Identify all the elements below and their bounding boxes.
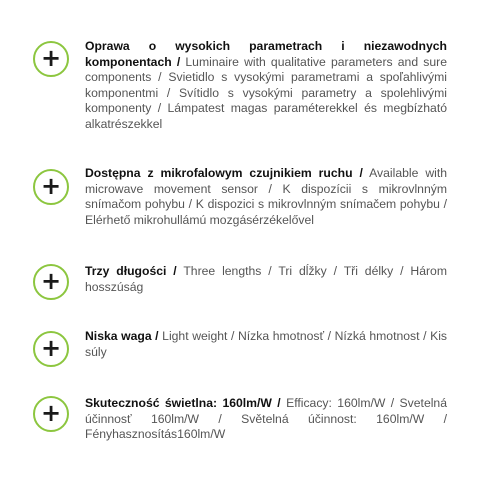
feature-title: Dostępna z mikrofalowym czujnikiem ruchu / [85,166,363,180]
plus-badge [33,169,69,205]
feature-text [85,264,447,295]
feature-title: Skuteczność świetlna: 160lm/W / [85,396,281,410]
feature-title: Oprawa o wysokich parametrach i niezawodnych komponentach / [85,39,447,69]
feature-translations: Efficacy: 160lm/W / Svetelná účinnosť 160lm/W / Světelná účinnost: 160lm/W / Fényhasznosítás160lm/W [85,396,447,442]
plus-icon: + [40,334,62,362]
plus-icon: + [40,267,62,295]
plus-icon: + [40,399,62,427]
feature-translations: Luminaire with qualitative parameters and sure components / Svietidlo s vysokými parametrami a spoľahlivými komponentmi / Svítidlo s vysokými parametry a spolehlivými komponenty / Lámpatest magas paraméterekkel és megbízható alkatrészekkel [85,54,447,131]
plus-badge [33,396,69,432]
feature-text [85,166,447,228]
feature-text [85,396,447,443]
plus-badge [33,331,69,367]
plus-badge [33,41,69,77]
feature-translations: Available with microwave movement sensor / K dispozícii s mikrovlnným snímačom pohybu / K dispozici s mikrovlnným snímačem pohybu / Elérhető mikrohullámú mozgásérzékelővel [85,166,447,227]
plus-icon: + [40,172,62,200]
feature-text [85,329,447,360]
feature-translations: Three lengths / Tri dĺžky / Tři délky / Három hosszúság [85,264,447,294]
plus-icon: + [40,44,62,72]
feature-title: Niska waga / [85,329,159,343]
feature-title: Trzy długości / [85,264,177,278]
plus-badge [33,264,69,300]
feature-translations: Light weight / Nízka hmotnosť / Nízká hmotnost / Kis súly [85,329,447,359]
feature-text [85,39,447,133]
